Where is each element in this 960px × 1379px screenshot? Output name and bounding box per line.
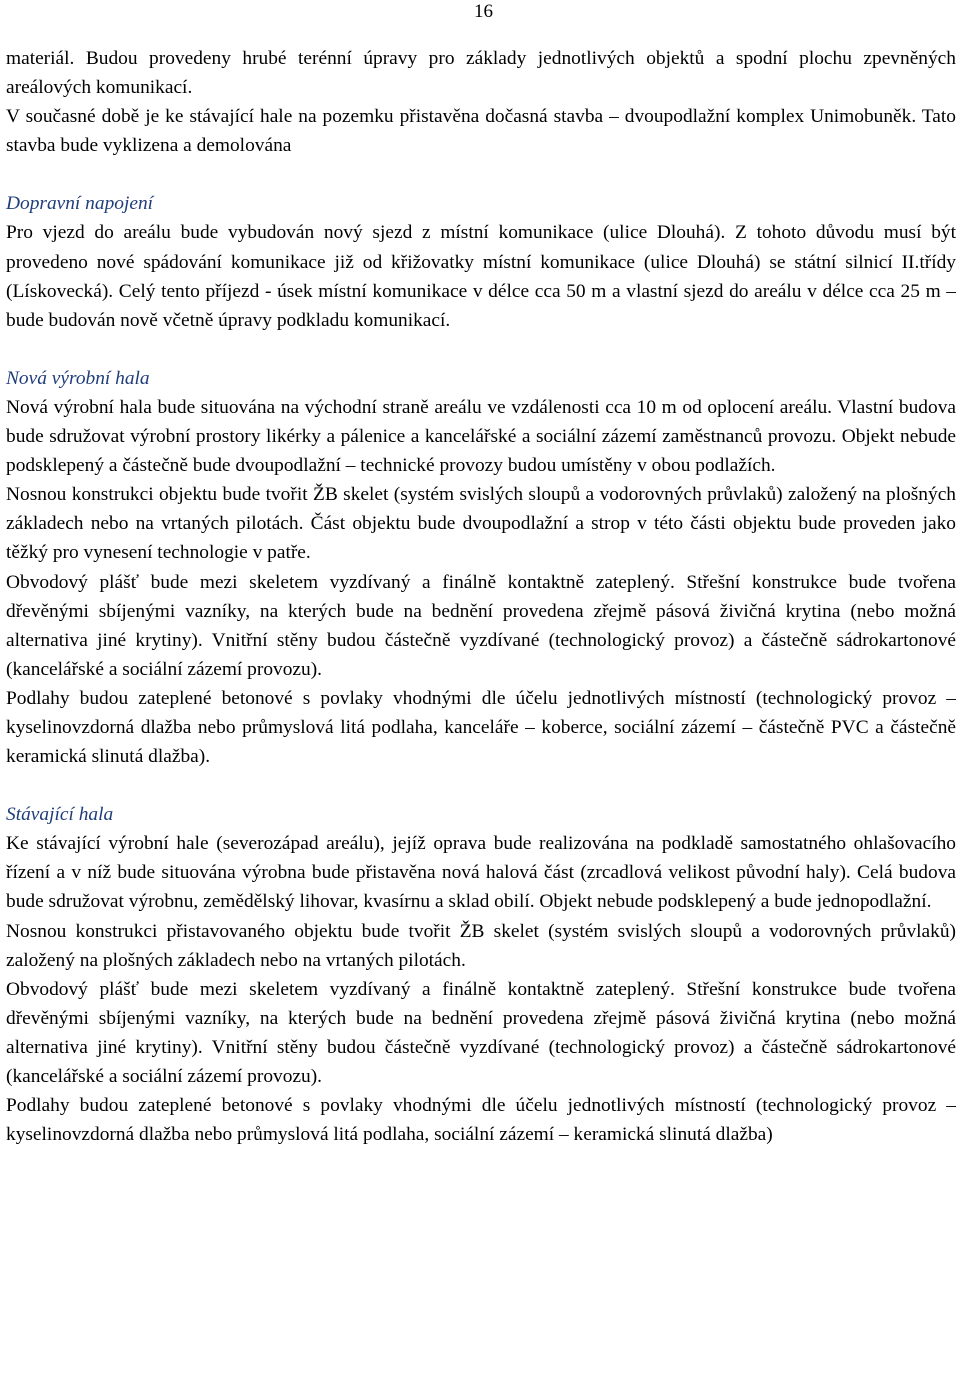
intro-paragraph: V současné době je ke stávající hale na pozemku přistavěna dočasná stavba – dvoupodlažní komplex Unimobuněk. Tato stavba bude vyklizena a demolována xyxy=(6,106,956,157)
paragraph: Obvodový plášť bude mezi skeletem vyzdívaný a finálně kontaktně zateplený. Střešní konstrukce bude tvořena dřevěnými sbíjenými vazníky, na kterých bude na bednění provedena zřejmě pásová živičná krytina (nebo možná alternativa jiné krytiny). Vnitřní stěny budou částečně vyzdívané (technologický provoz) a částečně sádrokartonové (kancelářské a sociální zázemí provozu). xyxy=(6,571,956,680)
paragraph: Nová výrobní hala bude situována na východní straně areálu ve vzdálenosti cca 10 m od oplocení areálu. Vlastní budova bude sdružovat výrobní prostory likérky a pálenice a kancelářské a sociální zázemí zaměstnanců provozu. Objekt nebude podsklepený a částečně bude dvoupodlažní – technické provozy budou umístěny v obou podlažích. xyxy=(6,396,956,477)
section-heading-new-hall: Nová výrobní hala xyxy=(6,367,150,389)
paragraph: Podlahy budou zateplené betonové s povlaky vhodnými dle účelu jednotlivých místností (technologický provoz – kyselinovzdorná dlažba nebo průmyslová litá podlaha, sociální zázemí – keramická slinutá dlažba) xyxy=(6,1095,956,1146)
paragraph: Podlahy budou zateplené betonové s povlaky vhodnými dle účelu jednotlivých místností (technologický provoz – kyselinovzdorná dlažba nebo průmyslová litá podlaha, kanceláře – koberce, sociální zázemí – částečně PVC a částečně keramická slinutá dlažba). xyxy=(6,687,956,768)
section-heading-existing-hall: Stávající hala xyxy=(6,804,114,826)
spacer xyxy=(6,771,956,800)
section-heading-traffic: Dopravní napojení xyxy=(6,193,154,215)
paragraph: Ke stávající výrobní hale (severozápad areálu), jejíž oprava bude realizována na podkladě samostatného ohlašovacího řízení a v níž bude situována výrobna bude přistavěna nová halová část (zrcadlová velikost původní haly). Celá budova bude sdružovat výrobnu, zemědělský lihovar, kvasírnu a sklad obilí. Objekt nebude podsklepený a bude jednopodlažní. xyxy=(6,833,956,913)
paragraph: Obvodový plášť bude mezi skeletem vyzdívaný a finálně kontaktně zateplený. Střešní konstrukce bude tvořena dřevěnými sbíjenými vazníky, na kterých bude na bednění provedena zřejmě pásová živičná krytina (nebo možná alternativa jiné krytiny). Vnitřní stěny budou částečně vyzdívané (technologický provoz) a částečně sádrokartonové (kancelářské a sociální zázemí provozu). xyxy=(6,978,956,1087)
paragraph: Nosnou konstrukci přistavovaného objektu bude tvořit ŽB skelet (systém svislých sloupů a vodorovných průvlaků) založený na plošných základech nebo na vrtaných pilotách. xyxy=(6,920,956,971)
paragraph: Nosnou konstrukci objektu bude tvořit ŽB skelet (systém svislých sloupů a vodorovných průvlaků) založený na plošných základech nebo na vrtaných pilotách. Část objektu bude dvoupodlažní a strop v této části objektu bude proveden jako těžký pro vynesení technologie v patře. xyxy=(6,484,956,564)
intro-paragraph: materiál. Budou provedeny hrubé terénní úpravy pro základy jednotlivých objektů a spodní plochu zpevněných areálových komunikací. xyxy=(6,48,956,99)
paragraph: Pro vjezd do areálu bude vybudován nový sjezd z místní komunikace (ulice Dlouhá). Z tohoto důvodu musí být provedeno nové spádování komunikace již od křižovatky místní komunikace (ulice Dlouhá) se státní silnicí II.třídy (Lískovecká). Celý tento příjezd - úsek místní komunikace v délce cca 50 m a vlastní sjezd do areálu v délce cca 25 m – bude budován nově včetně úpravy podkladu komunikací. xyxy=(6,222,956,331)
page-number: 16 xyxy=(474,1,493,22)
spacer xyxy=(6,335,956,364)
spacer xyxy=(6,160,956,189)
document-body xyxy=(6,44,956,1149)
